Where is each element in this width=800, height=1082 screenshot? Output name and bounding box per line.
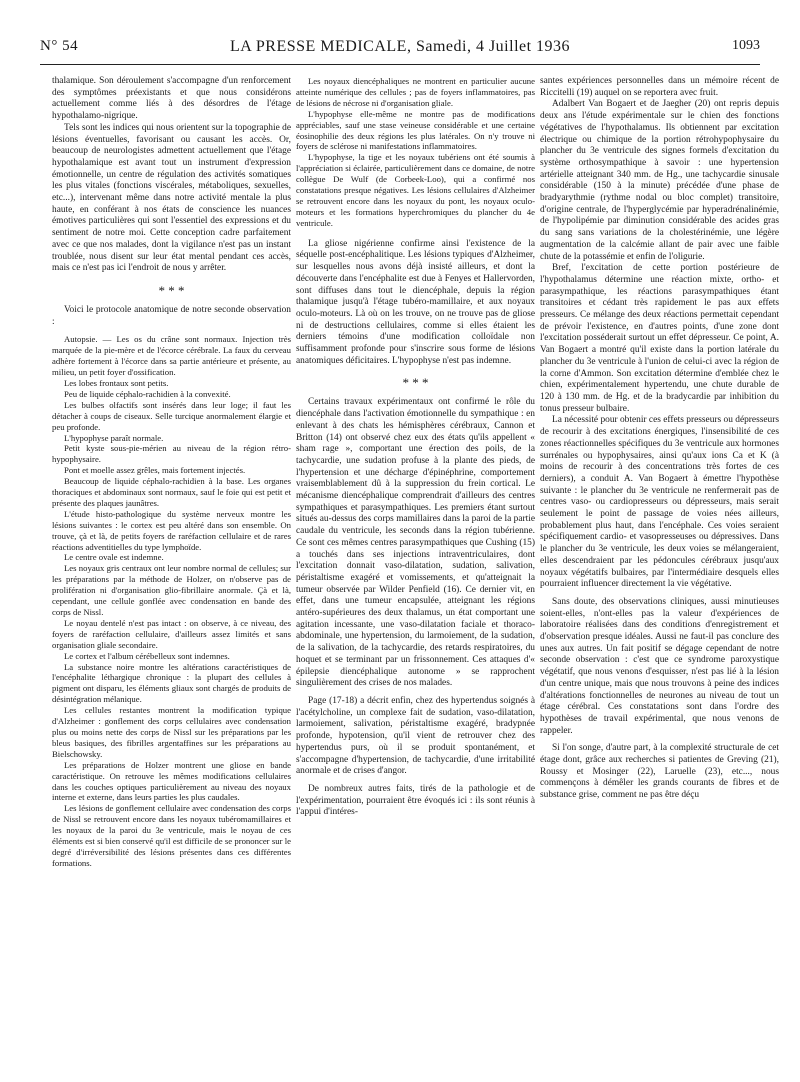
paragraph: Certains travaux expérimentaux ont confirmé le rôle du diencéphale dans l'activation émotionnelle du sympathique : en enlevant à des chats les hémisphères cérébraux, Cannon et Britton (14) ont observé chez eux des états qu'ils appellent « sham rage », comportant une érection des poils, de la tachycardie, une sudation profuse à la plante des pieds, de l'hypertension et une décharge d'épinéphrine, comportement vraisemblablement dû à la suppression du frein cortical. Le mécanisme diencéphalique comprendrait d'ailleurs des centres sympathiques et parasympathiques. Les premiers étant surtout situés au-dessus des corps mamillaires dans la paroi de la partie caudale du ventricule, les seconds dans la région tubérienne. Ce sont ces mêmes centres parasympathiques que Cushing (15) a touchés dans ses injections intraventriculaires, dont l'excitation donnait vaso-dilatation, sudation, salivation, péristaltisme exagéré et vomissements, et qu'atteignait la tumeur observée par Wilder Penfield (16). Ce dernier vit, en effet, dans une tumeur encapsulée, atteignant les régions antéro-supérieures des deux thalamus, un état comportant une agitation incessante, une vaso-dilatation faciale et thoraco-abdominale, une hypertension, du larmoiement, de la sudation, de la salivation, de la tachycardie, des retards respiratoires, du hoquet et se terminant par un frissonnement. Ces attaques d'« épilepsie diencéphalique autonome » se rapprochent singulièrement des crises de nos malades. [296,397,535,689]
paragraph: Les lésions de gonflement cellulaire avec condensation des corps de Nissl se retrouvent encore dans les noyaux tubéromamillaires et les noyaux de la paroi du 3e ventricule, mais le noyau de ces éléments est si bien conservé qu'il est difficile de se prononcer sur le degré d'irréversibilité des lésions présentes dans ces différentes formations. [52,803,291,868]
paragraph: Petit kyste sous-pie-mérien au niveau de la région rétro-hypophysaire. [52,443,291,465]
paragraph: Le cortex et l'album cérébelleux sont indemnes. [64,650,230,661]
paragraph: Sans doute, des observations cliniques, aussi minutieuses soient-elles, n'ont-elles pas la valeur d'expériences de laboratoire réalisées dans des conditions d'enregistrement et d'observation presque idéales. Aussi ne faut-il pas conclure des unes aux autres. Un fait positif se dégage cependant de notre seconde observation : c'est que ce syndrome paroxystique végétatif, que nous venons d'esquisser, n'est pas lié à la lésion d'un centre unique, mais que nous trouvons à peine des indices d'altérations fonctionnelles de neurones au niveau de tout un étage cérébral. Ces constatations sont dans l'ordre des hypothèses de travail expérimental, que nous venons de rappeler. [540,596,779,736]
paragraph: thalamique. Son déroulement s'accompagne d'un renforcement des symptômes préexistants et que nous considérons actuellement comme liés à des désordres de l'étage hypothalamo-nigrique. [52,76,291,122]
section-separator: * * * [158,282,185,298]
page-number: 1093 [732,38,760,53]
paragraph: Adalbert Van Bogaert et de Jaegher (20) ont repris depuis deux ans l'étude expérimentale sur le chien des fonctions végétatives de l'hypothalamus. Ils obtiennent par excitation électrique ou chimique de la portion rétrohypophysaire du plancher du 3e ventricule des signes formels d'excitation du système orthosympathique à savoir : une hypertension artérielle atteignant 340 mm. de Hg., une tachycardie sinusale considérable (150 à la minute) précédée d'une phase de bradyarythmie (rythme nodal ou bloc complet) transitoire, d'origine centrale, de l'hyperglycémie par hyperadrénalinémie, de l'hypolipémie par diminution considérable des acides gras du sang sans variations de la cholestérinémie, une légère augmentation de la calcémie allant de pair avec une faible chute de la potassémie et enfin de l'oligurie. [540,99,779,262]
paragraph: Les bulbes olfactifs sont insérés dans leur loge; il faut les détacher à coups de ciseaux. Selle turcique anormalement élargie et peu profonde. [52,399,291,432]
paragraph: Pont et moelle assez grêles, mais fortement injectés. [64,465,246,476]
paragraph: Page (17-18) a décrit enfin, chez des hypertendus soignés à l'acétylcholine, un complexe fait de sudation, vaso-dilatation, larmoiement, salivation, péristaltisme exagéré, bradypnée profonde, hypotension, qu'il vient de retrouver chez des hypertendus purs, où il se produit spontanément, et s'accompagne d'hypertension, de tachycardie, d'une irritabilité anormale et de crises d'angor. [296,696,535,777]
issue-number: N° 54 [40,38,79,54]
paragraph: L'étude histo-pathologique du système nerveux montre les lésions suivantes : le cortex est peu altéré dans son ensemble. On trouve, çà et là, de petits foyers de raréfaction cellulaire et de rares réactions adventitielles du type lymphoïde. [52,508,291,552]
journal-title: LA PRESSE MEDICALE, Samedi, 4 Juillet 1936 [229,38,571,55]
paragraph: Beaucoup de liquide céphalo-rachidien à la base. Les organes thoraciques et abdominaux sont normaux, sauf le foie qui est petit et présente des plaques jaunâtres. [52,476,291,508]
paragraph: Les noyaux diencéphaliques ne montrent en particulier aucune atteinte numérique des cellules ; pas de foyers inflammatoires, pas de lésions de nécrose ni d'organisation gliale. [296,76,535,108]
paragraph: L'hypophyse elle-même ne montre pas de modifications appréciables, sauf une stase veineuse considérable et une certaine éosinophilie des deux régions les plus latérales. On n'y trouve ni foyers de sclérose ni manifestations inflammatoires. [296,108,535,152]
column-left [52,76,291,1066]
paragraph: De nombreux autres faits, tirés de la pathologie et de l'expérimentation, pourraient être évoqués ici : ils sont réunis à l'appui d'intéres- [296,783,535,818]
paragraph: Le noyau dentelé n'est pas intact : on observe, à ce niveau, des foyers de raréfaction cellulaire, d'ailleurs assez limités et sans organisation gliale secondaire. [52,617,291,650]
paragraph: Peu de liquide céphalo-rachidien à la convexité. [64,388,231,399]
paragraph: santes expériences personnelles dans un mémoire récent de Riccitelli (19) auquel on se reportera avec fruit. [540,76,779,98]
paragraph: Les préparations de Holzer montrent une gliose en bande caractéristique. On retrouve les mêmes modifications cellulaires dans les couches optiques particulièrement au niveau des noyaux interne et externe, dans leurs parties les plus caudales. [52,759,291,803]
paragraph: Les cellules restantes montrent la modification typique d'Alzheimer : gonflement des corps cellulaires avec condensation plus ou moins nette des corps de Nissl sur les préparations par les bleus basiques, des fibrilles argentaffines sur les préparations au Bielschowsky. [52,705,291,759]
paragraph: L'hypophyse paraît normale. [64,432,164,443]
page-header [40,38,760,64]
paragraph: Voici le protocole anatomique de notre seconde observation : [52,304,291,327]
column-right [540,76,779,1066]
paragraph: La nécessité pour obtenir ces effets presseurs ou dépresseurs de recourir à des excitations énergiques, l'insensibilité de ces zones réactionnelles spécifiques du 3e ventricule aux hormones surrénales ou hypophysaires, ainsi qu'aux ions Ca et K (à moins de recourir à des concentrations très fortes de ces derniers), a conduit A. Van Bogaert à émettre l'hypothèse suivante : le plancher du 3e ventricule ne renfermerait pas de centres vaso- ou cardiopresseurs ou dépresseurs, mais serait seulement le point de passage de voies nées ailleurs, probablement plus haut, dans l'encéphale. Ces voies seraient spécifiquement cardio- et vasopresseuses ou dépressives. Dans le plancher du 3e ventricule, les deux voies se mélangeraient, elles descendraient par les pédoncules cérébraux jusqu'aux noyaux végétatifs bulbaires, par l'intermédiaire desquels elles pourraient influencer directement la vie végétative. [540,415,779,590]
paragraph: Tels sont les indices qui nous orientent sur la topographie de lésions éventuelles, favorisant ou causant les accès. Or, beaucoup de neurologistes admettent actuellement que l'étage hypothalamique est avant tout un instrument d'expression émotionnelle, un centre de régulation des activités somatiques les plus vitales (fonctions viscérales, métaboliques, sexuelles, etc...), intervenant même dans notre activité mentale la plus haute, en conférant à nos états de conscience les nuances émotives particulières qui sont l'essentiel des expressions et du sentiment de notre moi. Cette conception cadre parfaitement avec ce que nos malades, dont la vigilance n'est pas un instant troublée, nous disent sur leur état mental pendant ces accès, mais ce n'est pas ici l'endroit de nous y arrêter. [52,122,291,274]
paragraph: Le centre ovale est indemne. [64,552,164,563]
paragraph: La gliose nigérienne confirme ainsi l'existence de la séquelle post-encéphalitique. Les lésions typiques d'Alzheimer, sur lesquelles nous avons déjà insisté ailleurs, et dont la découverte dans l'encéphalite est due à Fenyes et Hallervorden, sont diffuses dans tout le diencéphale, depuis la région thalamique jusqu'à l'étage tubéro-mamillaire, et aux noyaux oculo-moteurs. Là où on les trouve, on ne trouve pas de gliose ni de destructions cellulaires, comme si elles étaient les derniers témoins d'une modification colloïdale non suffisamment profonde pour s'inscrire sous forme de lésions anatomiques déficitaires. L'hypophyse n'est pas indemne. [296,238,535,366]
paragraph: L'hypophyse, la tige et les noyaux tubériens ont été soumis à l'appréciation si éclairée, particulièrement dans ce domaine, de notre collègue De Wulf (de Corbeek-Loo), qui a confirmé nos constatations presque négatives. Les lésions cellulaires d'Alzheimer se retrouvent encore dans les noyaux du pont, les noyaux oculo-moteurs et les formations hyperchromiques du plancher du 4e ventricule. [296,152,535,228]
column-middle [296,76,535,1066]
paragraph: Les noyaux gris centraux ont leur nombre normal de cellules; sur les préparations par la méthode de Holzer, on n'observe pas de prolifération ni d'organisation glio-fibrillaire anormale. Çà et là, cependant, une cellule gonflée avec condensation en bande des corps de Nissl. [52,563,291,618]
section-separator: * * * [402,375,429,391]
paragraph: Les lobes frontaux sont petits. [64,377,169,388]
paragraph: Autopsie. — Les os du crâne sont normaux. Injection très marquée de la pie-mère et de l'écorce cérébrale. La faux du cerveau adhère fortement à l'écorce dans sa partie antérieure et présente, au milieu, un petit foyer d'ossification. [52,334,291,378]
header-rule [40,64,760,65]
paragraph: La substance noire montre les altérations caractéristiques de l'encéphalite léthargique chronique : la plupart des cellules à pigment ont disparu, les éléments gliaux sont chargés de produits de désintégration mélanique. [52,661,291,705]
paragraph: Bref, l'excitation de cette portion postérieure de l'hypothalamus détermine une réaction mixte, ortho- et parasympathique, les réactions parasympathiques étant transitoires et cédant très rapidement le pas aux effets presseurs. Ce mélange des deux réactions permettait cependant de prévoir l'existence, en d'autres points, d'une zone dont l'excitation posséderait surtout un effet dépresseur. Ce point, A. Van Bogaert a montré qu'il existe dans la portion latérale du plancher du 3e ventricule à l'union de celui-ci avec la région de la corne d'Ammon. Son excitation détermine d'emblée chez le chien, expérimentalement hypertendu, une chute durable de 120 à 130 mm. de Hg. et de la bradycardie par inhibition du tonus presseur bulbaire. [540,263,779,414]
paragraph: Si l'on songe, d'autre part, à la complexité structurale de cet étage dont, grâce aux recherches si patientes de Greving (21), Roussy et Mosinger (22), Laruelle (23), etc..., nous commençons à démêler les grands courants de fibres et de substance grise, comment ne pas être déçu [540,743,779,801]
